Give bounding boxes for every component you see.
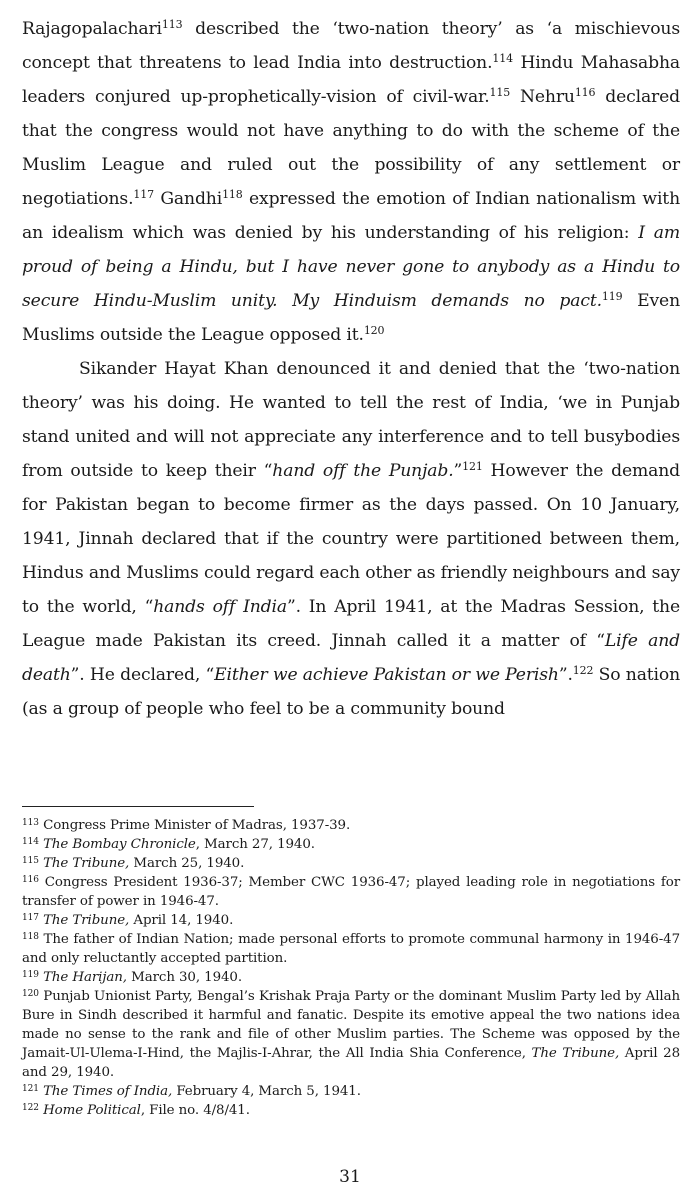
italic-text: Home Political: [43, 1103, 141, 1118]
footnote-ref: 114: [492, 52, 513, 65]
footnote-ref: 118: [222, 188, 243, 201]
footnote-122: $^{122}$ Home Political, File no. 4/8/41.: [22, 1103, 250, 1118]
footnote-115: $^{115}$ The Tribune, March 25, 1940.: [22, 856, 245, 871]
italic-text: hand off the Punjab.: [272, 461, 454, 481]
italic-text: The Bombay Chronicle: [43, 837, 196, 852]
footnote-separator: [22, 806, 254, 807]
page-number: 31: [339, 1167, 361, 1187]
italic-text: The Tribune,: [43, 856, 130, 871]
footnote-ref: 115: [489, 86, 511, 99]
footnote-number: 122: [22, 1103, 39, 1113]
italic-text: The Harijan,: [43, 970, 127, 985]
italic-text: The Tribune,: [43, 913, 130, 928]
footnote-number: 116: [22, 875, 39, 885]
footnote-ref: 120: [363, 324, 385, 337]
footnote-number: 119: [22, 970, 39, 980]
footnotes: [22, 816, 680, 1120]
footnote-ref: 117: [133, 188, 154, 201]
footnote-number: 121: [22, 1084, 39, 1094]
page-body: [22, 12, 680, 726]
footnote-113: $^{113}$ Congress Prime Minister of Madras, 1937-39.: [22, 818, 351, 833]
paragraph-2: Sikander Hayat Khan denounced it and denied that the ‘two-nation theory’ was his doing. He wanted to tell the rest of India, ‘we in Punjab stand united and will not appreciate any interference and to tell busybodies from outside to keep their “hand off the Punjab.”$^{121}$ However the demand for Pakistan began to become firmer as the days passed. On 10 January, 1941, Jinnah declared that if the country were partitioned between them, Hindus and Muslims could regard each other as friendly neighbours and say to the world, “hands off India”. In April 1941, at the Madras Session, the League made Pakistan its creed. Jinnah called it a matter of “Life and death”. He declared, “Either we achieve Pakistan or we Perish”.$^{122}$ So nation (as a group of people who feel to be a community bound: [22, 359, 681, 719]
italic-text: hands off India: [153, 597, 287, 617]
footnote-number: 117: [22, 913, 39, 923]
footnote-117: $^{117}$ The Tribune, April 14, 1940.: [22, 913, 234, 928]
footnote-116: $^{116}$ Congress President 1936-37; Member CWC 1936-47; played leading role in negotiations for transfer of power in 1946-47.: [22, 875, 680, 909]
footnote-ref: 116: [574, 86, 596, 99]
italic-text: Life and death: [22, 631, 680, 685]
footnote-ref: 119: [601, 290, 623, 303]
paragraph-1: Rajagopalachari$^{113}$ described the ‘two-nation theory’ as ‘a mischievous concept that threatens to lead India into destruction.$^{114}$ Hindu Mahasabha leaders conjured up-prophetically-vision of civil-war.$^{115}$ Nehru$^{116}$ declared that the congress would not have anything to do with the scheme of the Muslim League and ruled out the possibility of any settlement or negotiations.$^{117}$ Gandhi$^{118}$ expressed the emotion of Indian nationalism with an idealism which was denied by his understanding of his religion: I am proud of being a Hindu, but I have never gone to anybody as a Hindu to secure Hindu-Muslim unity. My Hinduism demands no pact.$^{119}$ Even Muslims outside the League opposed it.$^{120}$: [22, 18, 680, 345]
italic-text: I am proud of being a Hindu, but I have never gone to anybody as a Hindu to secure Hindu-Muslim unity. My Hinduism demands no pact.: [22, 223, 680, 311]
footnote-ref: 121: [462, 460, 483, 473]
footnote-number: 115: [22, 856, 39, 866]
footnote-118: $^{118}$ The father of Indian Nation; made personal efforts to promote communal harmony in 1946-47 and only reluctantly accepted partition.: [22, 932, 680, 966]
footnote-119: $^{119}$ The Harijan, March 30, 1940.: [22, 970, 242, 985]
footnote-120: $^{120}$ Punjab Unionist Party, Bengal’s Krishak Praja Party or the dominant Muslim Party led by Allah Bure in Sindh described it harmful and fanatic. Despite its emotive appeal the two nations idea made no sense to the rank and file of other Muslim parties. The Scheme was opposed by the Jamait-Ul-Ulema-I-Hind, the Majlis-I-Ahrar, the All India Shia Conference, The Tribune, April 28 and 29, 1940.: [22, 989, 680, 1080]
footnote-ref: 122: [572, 664, 594, 677]
footnote-114: $^{114}$ The Bombay Chronicle, March 27, 1940.: [22, 837, 315, 852]
footnote-number: 113: [22, 818, 39, 828]
footnote-number: 114: [22, 837, 39, 847]
footnote-number: 118: [22, 932, 39, 942]
footnote-ref: 113: [161, 18, 183, 31]
footnote-number: 120: [22, 989, 39, 999]
footnote-121: $^{121}$ The Times of India, February 4, March 5, 1941.: [22, 1084, 361, 1099]
italic-text: The Tribune,: [531, 1046, 620, 1061]
italic-text: Either we achieve Pakistan or we Perish: [214, 665, 559, 685]
italic-text: The Times of India,: [43, 1084, 173, 1099]
